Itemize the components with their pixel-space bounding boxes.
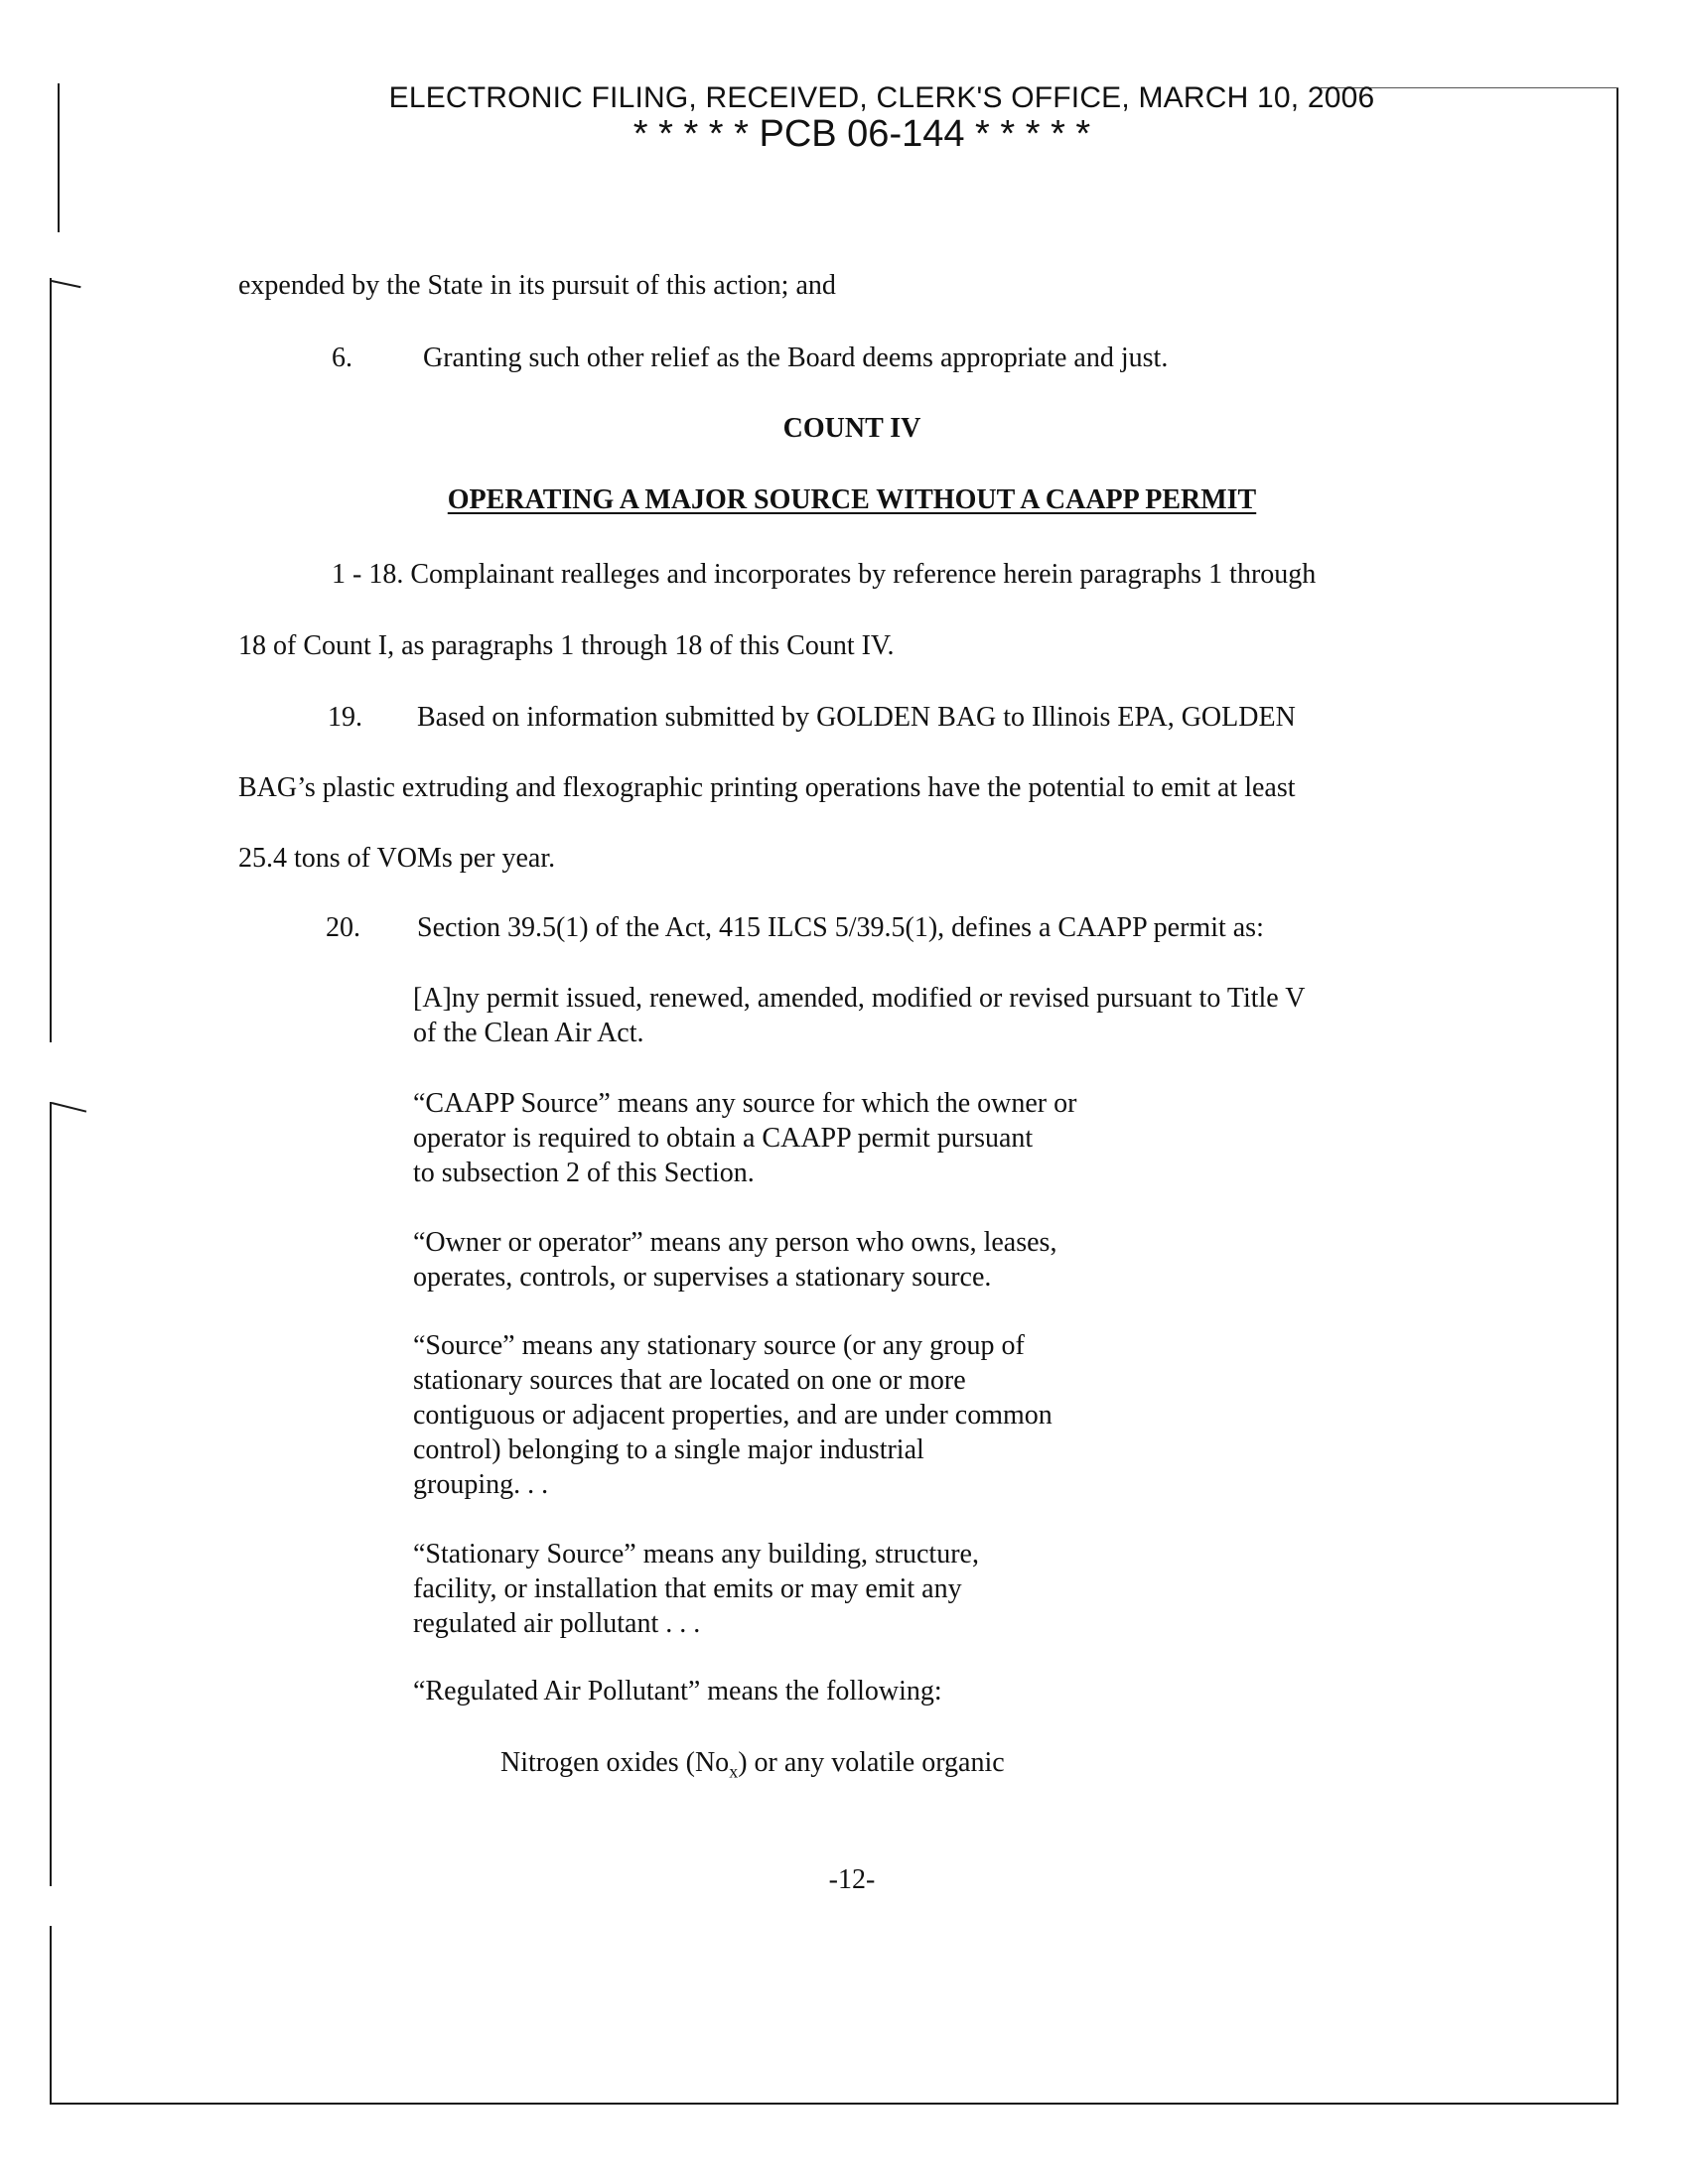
scan-border-left-lower [50,1102,52,1886]
scan-border-left-bottom [50,1926,52,2105]
paragraph-19-line-2: BAG’s plastic extruding and flexographic printing operations have the potential to emit at least [238,772,1296,803]
quote-line: to subsection 2 of this Section. [413,1158,755,1188]
quote-line: facility, or installation that emits or may emit any [413,1573,962,1604]
quote-line: stationary sources that are located on one or more [413,1365,966,1396]
quote-line: “Source” means any stationary source (or any group of [413,1330,1025,1361]
scan-border-left-mid [50,278,52,1042]
item-6-number: 6. [332,342,352,373]
quote-caapp-permit [413,981,1305,1050]
quote-line: “Regulated Air Pollutant” means the following: [413,1676,942,1706]
paragraph-1-18-line-1: 1 - 18. Complainant realleges and incorporates by reference herein paragraphs 1 through [332,559,1317,590]
scan-border-bottom [50,2103,1618,2105]
scan-tick-upper [52,280,81,288]
quote-line: control) belonging to a single major industrial [413,1434,924,1465]
quote-nitrogen-oxides [500,1745,1005,1790]
continuation-line: expended by the State in its pursuit of this action; and [238,270,836,301]
quote-regulated-air-pollutant [413,1674,942,1708]
paragraph-20-text: Section 39.5(1) of the Act, 415 ILCS 5/39.5(1), defines a CAAPP permit as: [417,912,1264,943]
paragraph-19-line-1: Based on information submitted by GOLDEN BAG to Illinois EPA, GOLDEN [417,702,1296,733]
quote-line: operator is required to obtain a CAAPP permit pursuant [413,1123,1034,1154]
count-title: OPERATING A MAJOR SOURCE WITHOUT A CAAPP PERMIT [447,484,1257,515]
quote-stationary-source [413,1537,979,1641]
quote-line: grouping. . . [413,1469,549,1500]
count-heading: COUNT IV [782,413,921,444]
page-number: -12- [828,1864,876,1895]
subscript-x: x [729,1761,739,1782]
paragraph-19-number: 19. [328,702,362,733]
quote-line: regulated air pollutant . . . [413,1608,701,1639]
quote-line: operates, controls, or supervises a stationary source. [413,1262,992,1293]
quote-text-pre: Nitrogen oxides (No [500,1747,730,1778]
paragraph-19-line-3: 25.4 tons of VOMs per year. [238,843,556,874]
item-6-text: Granting such other relief as the Board deems appropriate and just. [423,342,1169,373]
quote-source [413,1328,1052,1502]
quote-line: “Stationary Source” means any building, structure, [413,1539,979,1570]
filing-stamp-line: ELECTRONIC FILING, RECEIVED, CLERK'S OFFICE, MARCH 10, 2006 [388,81,1375,114]
quote-line: “CAAPP Source” means any source for which the owner or [413,1088,1077,1119]
quote-line: contiguous or adjacent properties, and are under common [413,1400,1052,1431]
quote-line: “Owner or operator” means any person who owns, leases, [413,1227,1057,1258]
paragraph-1-18-line-2: 18 of Count I, as paragraphs 1 through 18 of this Count IV. [238,630,895,661]
quote-caapp-source [413,1086,1076,1190]
quote-text-post: ) or any volatile organic [738,1747,1005,1778]
quote-line: of the Clean Air Act. [413,1018,644,1048]
scan-border-right [1616,87,1618,2105]
case-number-line: * * * * * PCB 06-144 * * * * * [632,113,1091,155]
quote-line: [A]ny permit issued, renewed, amended, modified or revised pursuant to Title V [413,983,1306,1014]
paragraph-20-number: 20. [326,912,360,943]
quote-owner-operator [413,1225,1056,1295]
scan-tick-lower [52,1102,86,1113]
